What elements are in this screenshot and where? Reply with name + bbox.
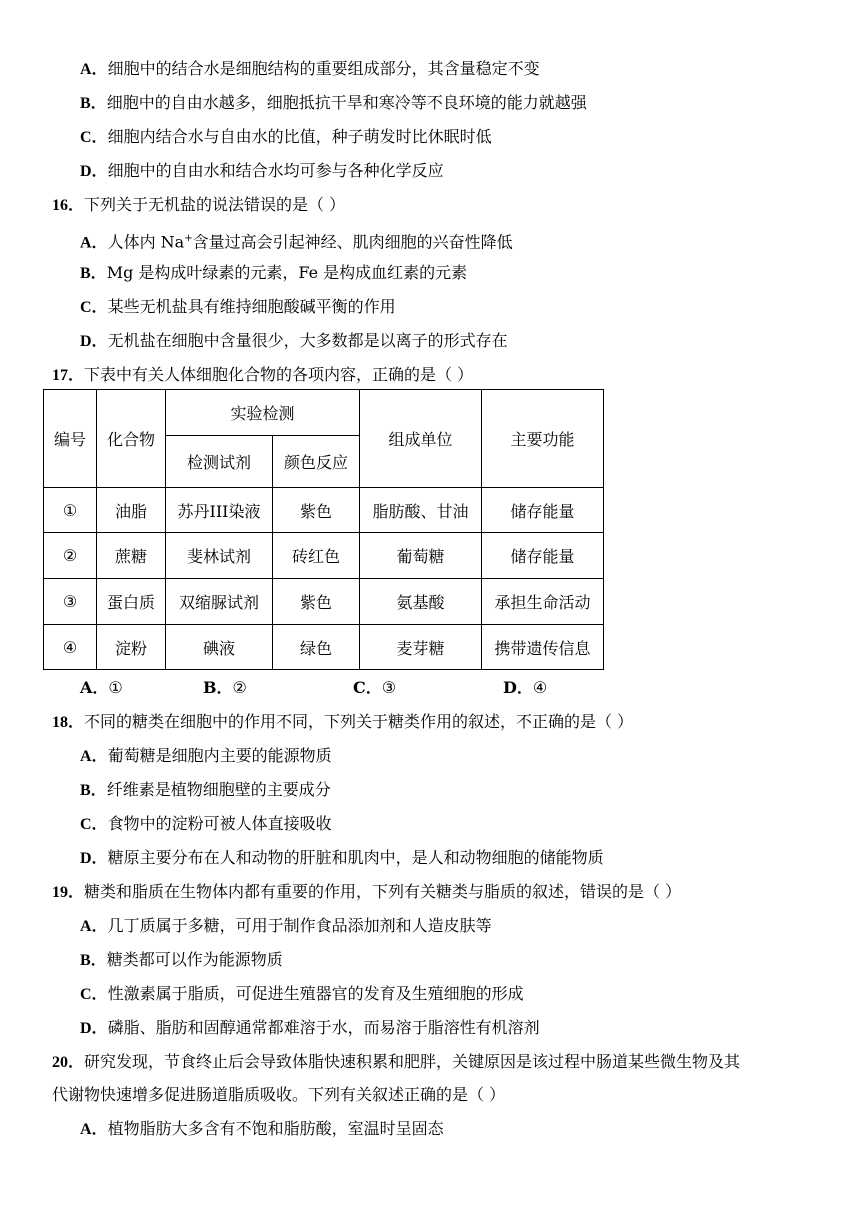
q19-option-c: C．性激素属于脂质，可促进生殖器官的发育及生殖细胞的形成 <box>80 984 524 1003</box>
q16-stem: 16．下列关于无机盐的说法错误的是（ ） <box>52 195 346 214</box>
cell-function: 承担生命活动 <box>482 579 604 625</box>
cell-compound: 淀粉 <box>97 625 166 670</box>
q18-option-d: D．糖原主要分布在人和动物的肝脏和肌肉中，是人和动物细胞的储能物质 <box>80 848 604 867</box>
cell-function: 携带遗传信息 <box>482 625 604 670</box>
cell-compound: 油脂 <box>97 488 166 533</box>
cell-reagent: 斐林试剂 <box>166 533 273 579</box>
cell-color: 绿色 <box>273 625 360 670</box>
q16-option-c: C．某些无机盐具有维持细胞酸碱平衡的作用 <box>80 297 396 316</box>
q18-option-b: B．纤维素是植物细胞壁的主要成分 <box>80 780 331 799</box>
q20-stem-line2: 代谢物快速增多促进肠道脂质吸收。下列有关叙述正确的是（ ） <box>52 1085 506 1104</box>
cell-color: 砖红色 <box>273 533 360 579</box>
q15-option-c: C．细胞内结合水与自由水的比值，种子萌发时比休眠时低 <box>80 127 492 146</box>
q16-option-a: A．人体内 Na+含量过高会引起神经、肌肉细胞的兴奋性降低 <box>80 232 513 252</box>
q17-table <box>43 389 604 670</box>
cell-id: ④ <box>44 625 97 670</box>
q20-option-a: A．植物脂肪大多含有不饱和脂肪酸，室温时呈固态 <box>80 1119 444 1138</box>
cell-compound: 蛋白质 <box>97 579 166 625</box>
q19-stem: 19．糖类和脂质在生物体内都有重要的作用，下列有关糖类与脂质的叙述，错误的是（ ） <box>52 882 682 901</box>
q20-stem-line1: 20．研究发现，节食终止后会导致体脂快速积累和肥胖，关键原因是该过程中肠道某些微生物及其 <box>52 1052 741 1071</box>
cell-unit: 脂肪酸、甘油 <box>360 488 482 533</box>
q19-option-a: A．几丁质属于多糖，可用于制作食品添加剂和人造皮肤等 <box>80 916 492 935</box>
q16-option-d: D．无机盐在细胞中含量很少，大多数都是以离子的形式存在 <box>80 331 508 350</box>
cell-compound: 蔗糖 <box>97 533 166 579</box>
q19-option-d: D．磷脂、脂肪和固醇通常都难溶于水，而易溶于脂溶性有机溶剂 <box>80 1018 540 1037</box>
q17-answer-b: B．② <box>203 678 247 697</box>
q17-stem: 17．下表中有关人体细胞化合物的各项内容，正确的是（ ） <box>52 365 474 384</box>
header-color: 颜色反应 <box>273 436 360 488</box>
cell-unit: 氨基酸 <box>360 579 482 625</box>
q18-option-a: A．葡萄糖是细胞内主要的能源物质 <box>80 746 332 765</box>
q17-answer-a: A．① <box>80 678 123 697</box>
table-row <box>44 625 604 670</box>
cell-function: 储存能量 <box>482 533 604 579</box>
q15-option-b: B．细胞中的自由水越多，细胞抵抗干旱和寒冷等不良环境的能力就越强 <box>80 93 587 112</box>
header-function: 主要功能 <box>482 390 604 488</box>
table-row <box>44 579 604 625</box>
header-reagent: 检测试剂 <box>166 436 273 488</box>
header-id: 编号 <box>44 390 97 488</box>
cell-unit: 麦芽糖 <box>360 625 482 670</box>
q18-option-c: C．食物中的淀粉可被人体直接吸收 <box>80 814 332 833</box>
cell-id: ③ <box>44 579 97 625</box>
cell-unit: 葡萄糖 <box>360 533 482 579</box>
q17-answer-d: D．④ <box>503 678 548 697</box>
cell-id: ② <box>44 533 97 579</box>
q16-option-b: B．Mg 是构成叶绿素的元素，Fe 是构成血红素的元素 <box>80 263 468 282</box>
cell-color: 紫色 <box>273 488 360 533</box>
q17-answer-c: C．③ <box>353 678 397 697</box>
q19-option-b: B．糖类都可以作为能源物质 <box>80 950 283 969</box>
q15-option-a: A．细胞中的结合水是细胞结构的重要组成部分，其含量稳定不变 <box>80 59 540 78</box>
cell-reagent: 双缩脲试剂 <box>166 579 273 625</box>
header-unit: 组成单位 <box>360 390 482 488</box>
q18-stem: 18．不同的糖类在细胞中的作用不同，下列关于糖类作用的叙述，不正确的是（ ） <box>52 712 634 731</box>
table-row <box>44 533 604 579</box>
cell-reagent: 碘液 <box>166 625 273 670</box>
table-row <box>44 488 604 533</box>
cell-id: ① <box>44 488 97 533</box>
cell-color: 紫色 <box>273 579 360 625</box>
cell-function: 储存能量 <box>482 488 604 533</box>
header-compound: 化合物 <box>97 390 166 488</box>
cell-reagent: 苏丹III染液 <box>166 488 273 533</box>
q15-option-d: D．细胞中的自由水和结合水均可参与各种化学反应 <box>80 161 444 180</box>
header-experiment: 实验检测 <box>166 390 360 436</box>
